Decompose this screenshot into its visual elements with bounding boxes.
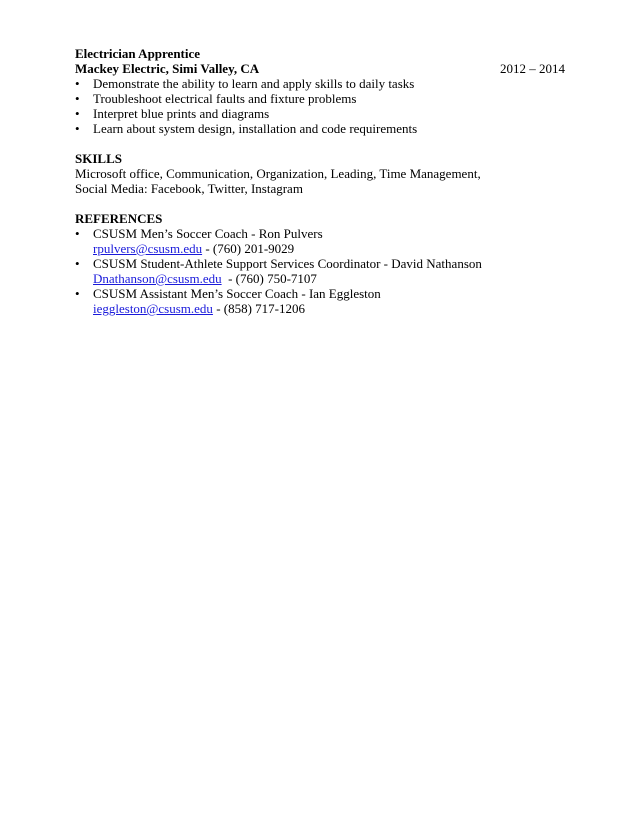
references-list: [75, 226, 565, 316]
references-heading: REFERENCES: [75, 211, 163, 226]
skills-text-line-2: Social Media: Facebook, Twitter, Instagram: [75, 181, 303, 196]
reference-name: CSUSM Student-Athlete Support Services Coordinator - David Nathanson: [93, 256, 482, 271]
skills-section: [75, 151, 565, 196]
list-item: • Learn about system design, installation and code requirements: [75, 121, 418, 136]
bullet-icon: •: [75, 106, 80, 121]
job-title: Electrician Apprentice: [75, 46, 201, 61]
job-company: Mackey Electric, Simi Valley, CA: [75, 61, 260, 76]
bullet-icon: •: [75, 226, 80, 241]
reference-item: [75, 286, 565, 316]
bullet-icon: •: [75, 76, 80, 91]
reference-phone: - (760) 750-7107: [221, 271, 317, 286]
list-item: • Troubleshoot electrical faults and fixture problems: [75, 91, 357, 106]
reference-item: [75, 256, 565, 286]
reference-email-link[interactable]: rpulvers@csusm.edu: [93, 241, 203, 256]
skills-heading: SKILLS: [75, 151, 122, 166]
bullet-icon: •: [75, 121, 80, 136]
list-item: • Demonstrate the ability to learn and apply skills to daily tasks: [75, 76, 415, 91]
reference-email-link[interactable]: ieggleston@csusm.edu: [93, 301, 213, 316]
resume-page: [75, 46, 565, 316]
reference-phone: - (760) 201-9029: [202, 241, 295, 256]
job-duties-list: [75, 76, 565, 136]
reference-name: CSUSM Assistant Men’s Soccer Coach - Ian Eggleston: [93, 286, 381, 301]
list-item: • Interpret blue prints and diagrams: [75, 106, 270, 121]
reference-phone: - (858) 717-1206: [212, 301, 306, 316]
reference-item: [75, 226, 565, 256]
reference-email-link[interactable]: Dnathanson@csusm.edu: [93, 271, 222, 286]
bullet-icon: •: [75, 286, 80, 301]
bullet-icon: •: [75, 256, 80, 271]
skills-text-line-1: Microsoft office, Communication, Organization, Leading, Time Management,: [75, 166, 481, 181]
bullet-icon: •: [75, 91, 80, 106]
references-section: [75, 211, 565, 316]
reference-name: CSUSM Men’s Soccer Coach - Ron Pulvers: [93, 226, 323, 241]
job-header: [75, 46, 565, 76]
job-dates: 2012 – 2014: [500, 61, 565, 76]
